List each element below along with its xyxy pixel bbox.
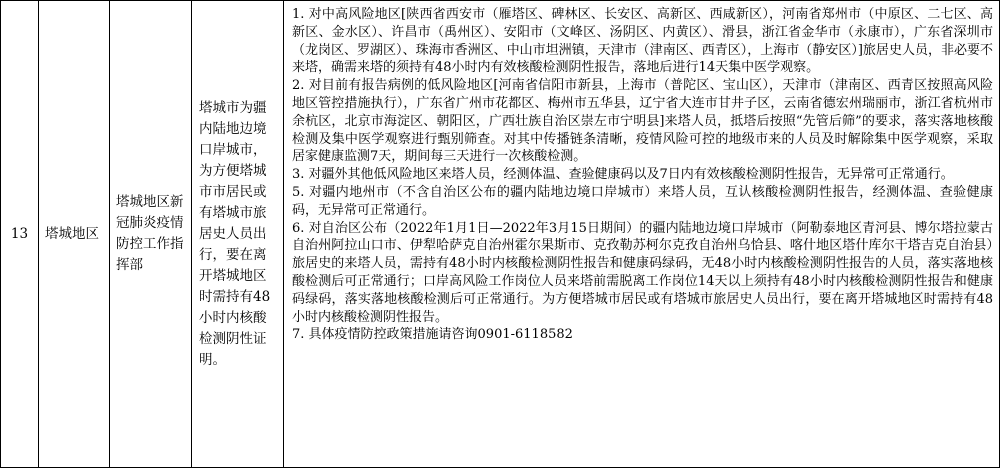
policy-item-1: 1. 对中高风险地区[陕西省西安市（雁塔区、碑林区、长安区、高新区、西咸新区），河南省郑州市（中原区、二七区、高新区、金水区）、许昌市（禹州区）、安阳市（文峰区、汤阴区、内黄区）、滑县，浙江省金华市（永康市），广东省深圳市（龙岗区、罗湖区）、珠海市香洲区、中山市坦洲镇，天津市（津南区、西青区），上海市（静安区）]旅居史人员，非必要不来塔，确需来塔的须持有48小时内有效核酸检测阴性报告，落地后进行14天集中医学观察。 — [292, 7, 993, 76]
policy-item-5: 5. 对疆内地州市（不含自治区公布的疆内陆地边境口岸城市）来塔人员，互认核酸检测阴性报告，经测体温、查验健康码，无异常可正常通行。 — [292, 184, 993, 218]
policy-cell — [284, 1, 999, 467]
authority-name: 塔城地区新冠肺炎疫情防控工作指挥部 — [116, 194, 184, 273]
authority-cell — [110, 1, 192, 467]
note-cell — [192, 1, 284, 467]
row-number: 13 — [10, 226, 29, 242]
region-cell — [39, 1, 110, 467]
row-number-cell — [1, 1, 39, 467]
policy-item-6: 6. 对自治区公布（2022年1月1日—2022年3月15日期间）的疆内陆地边境口岸城市（阿勒泰地区青河县、博尔塔拉蒙古自治州阿拉山口市、伊犁哈萨克自治州霍尔果斯市、克孜勒苏柯尔克孜自治州乌恰县、喀什地区塔什库尔干塔吉克自治县）旅居史的来塔人员，需持有48小时内核酸检测阴性报告和健康码绿码，无48小时内核酸检测阴性报告的人员，落实落地核酸检测后可正常通行；口岸高风险工作岗位人员来塔前需脱离工作岗位14天以上须持有48小时内核酸检测阴性报告和健康码绿码，落实落地核酸检测后可正常通行。为方便塔城市居民或有塔城市旅居史人员出行，要在离开塔城地区时需持有48小时内核酸检测阴性报告。 — [292, 220, 993, 325]
policy-item-3: 3. 对疆外其他低风险地区来塔人员，经测体温、查验健康码以及7日内有效核酸检测阴性报告，无异常可正常通行。 — [292, 167, 954, 183]
policy-item-2: 2. 对目前有报告病例的低风险地区[河南省信阳市新县，上海市（普陀区、宝山区），天津市（津南区、西青区按照高风险地区管控措施执行），广东省广州市花都区、梅州市五华县，辽宁省大连市甘井子区，云南省德宏州瑞丽市，浙江省杭州市余杭区，北京市海淀区、朝阳区，广西壮族自治区崇左市宁明县]来塔人员，抵塔后按照“先管后筛”的要求，落实落地核酸检测及集中医学观察进行甄别筛查。对其中传播链条清晰，疫情风险可控的地级市来的人员及时解除集中医学观察，采取居家健康监测7天，期间每三天进行一次核酸检测。 — [292, 78, 993, 165]
exit-requirement-note: 塔城市为疆内陆地边境口岸城市，为方便塔城市市居民或有塔城市旅居史人员出行，要在离开塔城地区时需持有48小时内核酸检测阴性证明。 — [199, 99, 271, 368]
region-name: 塔城地区 — [45, 226, 99, 242]
policy-item-7: 7. 具体疫情防控政策措施请咨询0901-6118582 — [292, 327, 573, 343]
